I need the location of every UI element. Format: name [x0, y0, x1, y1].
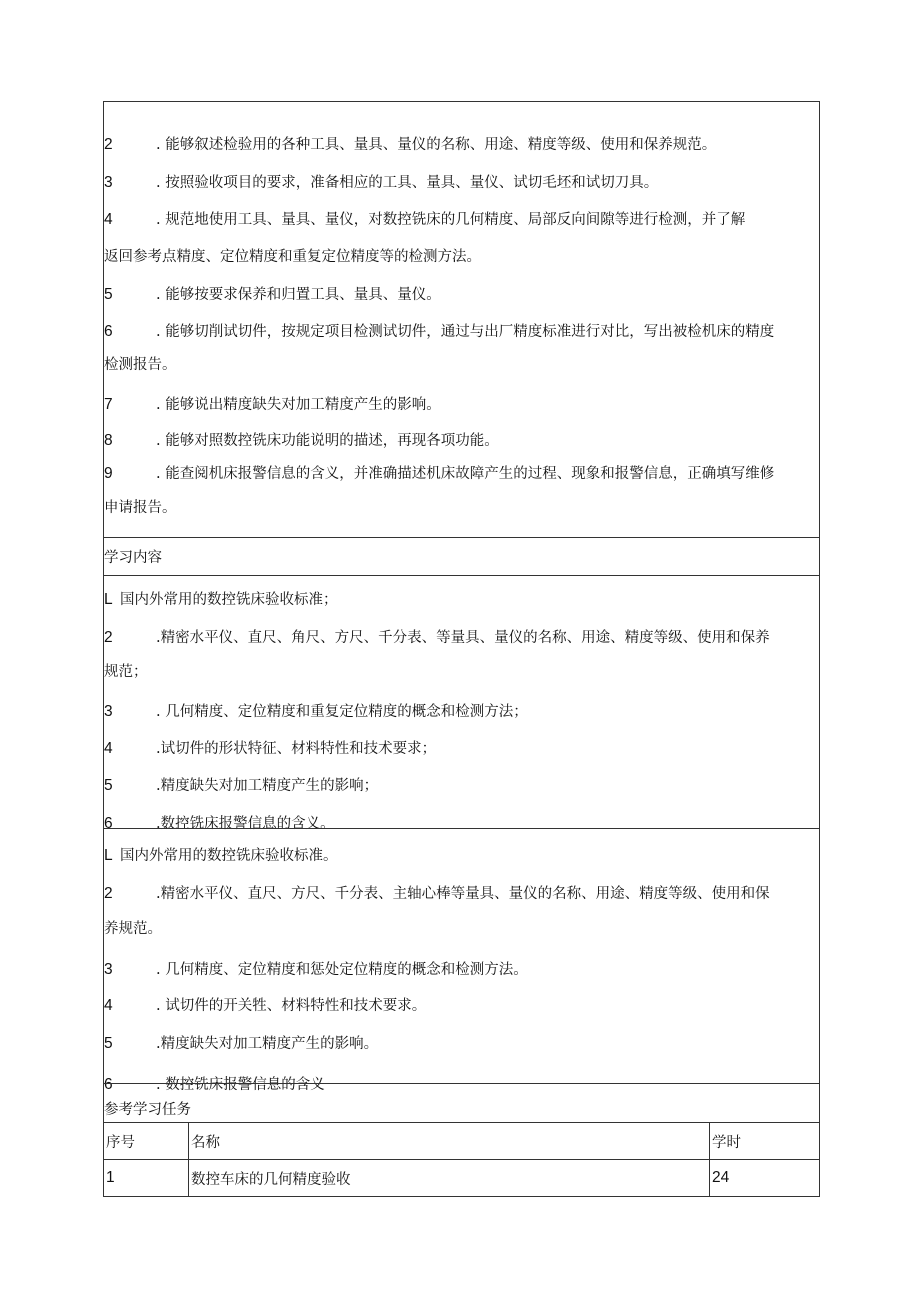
item-number: 4: [104, 211, 113, 228]
item-text: . 能够对照数控铣床功能说明的描述，再现各项功能。: [156, 433, 499, 449]
item-text: . 能够按要求保养和归置工具、量具、量仪。: [156, 287, 441, 303]
item-number: 6: [104, 815, 113, 832]
item-number: 2: [104, 136, 113, 153]
item-text: .精密水平仪、直尺、角尺、方尺、千分表、等量具、量仪的名称、用途、精度等级、使用和保养: [156, 630, 770, 646]
list-item: [104, 427, 816, 455]
list-item: [104, 735, 816, 763]
list-item: [104, 1071, 816, 1099]
item-text: . 能够切削试切件，按规定项目检测试切件，通过与出厂精度标准进行对比，写出被检机床的精度: [156, 324, 775, 340]
item-number: L: [104, 591, 113, 608]
tasks-heading: 参考学习任务: [104, 1102, 191, 1118]
item-number: 5: [104, 1035, 113, 1052]
table-row: [104, 1160, 819, 1197]
item-text: . 能查阅机床报警信息的含义，并准确描述机床故障产生的过程、现象和报警信息，正确填写维修: [156, 466, 775, 482]
divider: [104, 1083, 819, 1084]
header-cell-name: 名称: [189, 1123, 710, 1160]
item-number: 3: [104, 174, 113, 191]
item-text: . 能够说出精度缺失对加工精度产生的影响。: [156, 397, 441, 413]
item-number: 3: [104, 703, 113, 720]
list-item: [104, 772, 816, 800]
list-item: [104, 586, 816, 614]
item-text-continued: 检测报告。: [104, 357, 177, 373]
item-text: . 几何精度、定位精度和重复定位精度的概念和检测方法；: [156, 704, 528, 720]
item-number: 5: [104, 777, 113, 794]
list-item: [104, 318, 816, 379]
item-text: . 几何精度、定位精度和惩处定位精度的概念和检测方法。: [156, 962, 528, 978]
header-cell-hours: 学时: [710, 1123, 820, 1160]
item-text: .试切件的形状特征、材料特性和技术要求；: [156, 741, 437, 757]
item-number: 7: [104, 396, 113, 413]
cell-name: 数控车床的几何精度验收: [189, 1160, 710, 1197]
list-item: [104, 391, 816, 419]
item-number: 3: [104, 961, 113, 978]
item-text-continued: 申请报告。: [104, 500, 177, 516]
list-item: [104, 206, 816, 271]
content-heading: 学习内容: [104, 550, 162, 566]
item-text: . 按照验收项目的要求，准备相应的工具、量具、量仪、试切毛坯和试切刀具。: [156, 175, 659, 191]
item-number: 5: [104, 286, 113, 303]
list-item: [104, 880, 816, 943]
item-text: . 能够叙述检验用的各种工具、量具、量仪的名称、用途、精度等级、使用和保养规范。: [156, 137, 717, 153]
document-frame: [103, 101, 820, 1197]
item-number: 4: [104, 997, 113, 1014]
item-text: .精密水平仪、直尺、方尺、千分表、主轴心棒等量具、量仪的名称、用途、精度等级、使用和保: [156, 886, 770, 902]
list-item: [104, 169, 816, 197]
content-a-section: [104, 576, 819, 832]
item-text: 国内外常用的数控铣床验收标准。: [120, 848, 338, 864]
list-item: [104, 281, 816, 309]
header-cell-index: 序号: [104, 1123, 189, 1160]
item-text: .精度缺失对加工精度产生的影响。: [156, 1036, 379, 1052]
item-number: 2: [104, 629, 113, 646]
item-number: 2: [104, 885, 113, 902]
cell-index: 1: [104, 1160, 189, 1197]
cell-hours: 24: [710, 1160, 820, 1197]
item-number: 6: [104, 1076, 113, 1093]
item-text: .精度缺失对加工精度产生的影响；: [156, 778, 379, 794]
abilities-section: [104, 102, 819, 537]
list-item: [104, 992, 816, 1020]
list-item: [104, 698, 816, 726]
list-item: [104, 1030, 816, 1058]
item-text: . 试切件的开关牲、材料特性和技术要求。: [156, 998, 427, 1014]
item-text: 国内外常用的数控铣床验收标准；: [120, 592, 338, 608]
item-text: . 规范地使用工具、量具、量仪，对数控铣床的几何精度、局部反向间隙等进行检测，并了解: [156, 212, 746, 228]
item-number: 8: [104, 432, 113, 449]
item-text-continued: 养规范。: [104, 921, 162, 937]
list-item: [104, 624, 816, 686]
item-text: .数控铣床报警信息的含义。: [156, 816, 335, 832]
table-header-row: [104, 1123, 819, 1160]
content-b-section: [104, 829, 819, 1093]
item-number: 6: [104, 323, 113, 340]
list-item: [104, 460, 816, 522]
list-item: [104, 131, 816, 159]
item-text: . 数控铣床报警信息的含义: [156, 1077, 325, 1093]
item-number: 4: [104, 740, 113, 757]
item-text-continued: 规范；: [104, 664, 148, 680]
item-text-continued: 返回参考点精度、定位精度和重复定位精度等的检测方法。: [104, 249, 481, 265]
list-item: [104, 842, 816, 870]
tasks-table: [104, 1122, 819, 1196]
item-number: 9: [104, 465, 113, 482]
item-number: L: [104, 847, 113, 864]
divider: [104, 537, 819, 538]
list-item: [104, 956, 816, 984]
